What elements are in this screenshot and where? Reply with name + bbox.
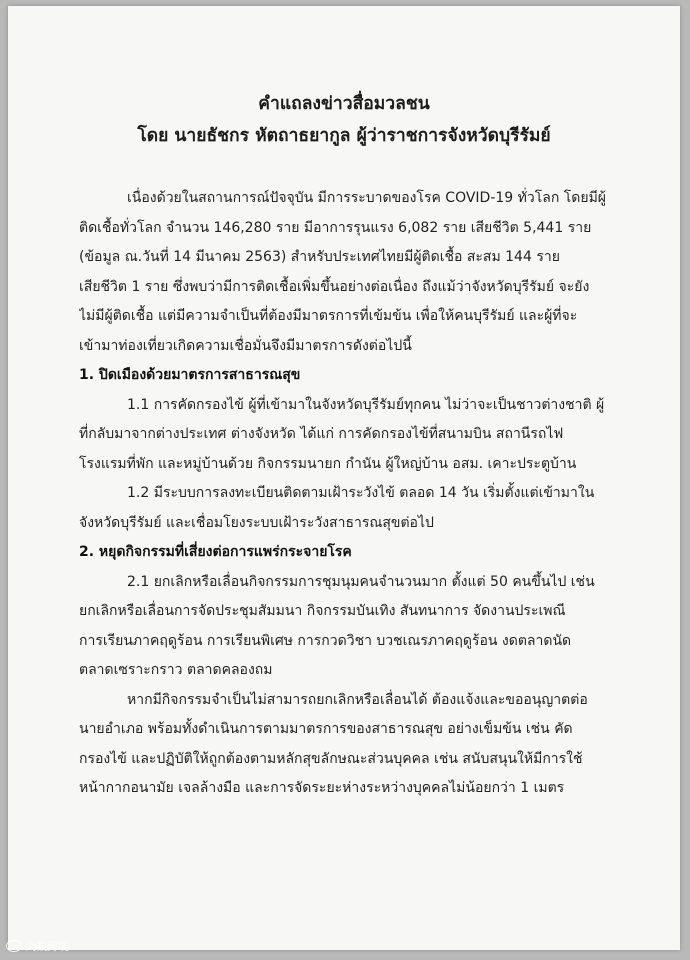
weibo-logo-icon xyxy=(6,940,22,952)
watermark-text: 大数跨境 xyxy=(25,940,69,953)
intro-line: ไม่มีผู้ติดเชื้อ แต่มีความจำเป็นที่ต้องมีมาตรการที่เข้มข้น เพื่อให้คนบุรีรัมย์ และผู้ที่จะ xyxy=(79,308,578,324)
section-1-heading: 1. ปิดเมืองด้วยมาตรการสาธารณสุข xyxy=(79,367,301,383)
closing-line: นายอำเภอ พร้อมทั้งดำเนินการตามมาตรการของสาธารณสุข อย่างเข็มข้น เช่น คัด xyxy=(79,721,573,737)
section-1-2-line: 1.2 มีระบบการลงทะเบียนติดตามเฝ้าระวังไข้ ตลอด 14 วัน เริ่มตั้งแต่เข้ามาใน xyxy=(127,485,595,501)
section-2-1-line: ตลาดเซราะกราว ตลาดคลองถม xyxy=(79,662,273,678)
document-page xyxy=(8,6,680,950)
closing-line: หากมีกิจกรรมจำเป็นไม่สามารถยกเลิกหรือเลื่อนได้ ต้องแจ้งและขออนุญาตต่อ xyxy=(127,691,588,708)
section-2-1-line: การเรียนภาคฤดูร้อน การเรียนพิเศษ การกวดวิชา บวชเณรภาคฤดูร้อน งดตลาดนัด xyxy=(79,632,572,649)
section-1-2-line: จังหวัดบุรีรัมย์ และเชื่อมโยงระบบเฝ้าระวังสาธารณสุขต่อไป xyxy=(79,514,434,531)
intro-line: เข้ามาท่องเที่ยวเกิดความเชื่อมั่นจึงมีมาตรการดังต่อไปนี้ xyxy=(79,337,412,354)
section-1-1-line: โรงแรมที่พัก และหมู่บ้านด้วย กิจกรรมนายก กำนัน ผู้ใหญ่บ้าน อสม. เคาะประตูบ้าน xyxy=(79,455,577,472)
intro-line: เสียชีวิต 1 ราย ซึ่งพบว่ามีการติดเชื้อเพิ่มขึ้นอย่างต่อเนื่อง ถึงแม้ว่าจังหวัดบุรีรัมย์ จะยัง xyxy=(79,278,590,295)
document-title: คำแถลงข่าวสื่อมวลชน xyxy=(258,94,430,114)
closing-line: กรองไข้ และปฏิบัติให้ถูกต้องตามหลักสุขลักษณะส่วนบุคคล เช่น สนับสนุนให้มีการใช้ xyxy=(79,750,583,767)
document-subtitle: โดย นายธัชกร หัตถาธยากูล ผู้ว่าราชการจังหวัดบุรีรัมย์ xyxy=(137,126,551,146)
section-1-1-line: 1.1 การคัดกรองไข้ ผู้ที่เข้ามาในจังหวัดบุรีรัมย์ทุกคน ไม่ว่าจะเป็นชาวต่างชาติ ผู้ xyxy=(127,396,605,413)
closing-line: หน้ากากอนามัย เจลล้างมือ และการจัดระยะห่างระหว่างบุคคลไม่น้อยกว่า 1 เมตร xyxy=(79,780,565,796)
intro-line: ติดเชื้อทั่วโลก จำนวน 146,280 ราย มีอาการรุนแรง 6,082 ราย เสียชีวิต 5,441 ราย xyxy=(79,219,592,236)
title-block xyxy=(8,88,680,152)
section-2-heading: 2. หยุดกิจกรรมที่เสี่ยงต่อการแพร่กระจายโรค xyxy=(79,544,352,560)
intro-line: (ข้อมูล ณ.วันที่ 14 มีนาคม 2563) สำหรับประเทศไทยมีผู้ติดเชื้อ สะสม 144 ราย xyxy=(79,249,560,265)
intro-line: เนื่องด้วยในสถานการณ์ปัจจุบัน มีการระบาดของโรค COVID-19 ทั่วโลก โดยมีผู้ xyxy=(127,190,607,206)
document-body xyxy=(79,184,669,804)
section-2-1-line: ยกเลิกหรือเลื่อนการจัดประชุมสัมมนา กิจกรรมบันเทิง สันทนาการ จัดงานประเพณี xyxy=(79,603,566,619)
watermark xyxy=(6,938,69,954)
section-1-1-line: ที่กลับมาจากต่างประเทศ ต่างจังหวัด ได้แก่ การคัดกรองไข้ที่สนามบิน สถานีรถไฟ xyxy=(79,426,564,442)
section-2-1-line: 2.1 ยกเลิกหรือเลื่อนกิจกรรมการชุมนุมคนจำนวนมาก ตั้งแต่ 50 คนขึ้นไป เช่น xyxy=(127,573,595,590)
